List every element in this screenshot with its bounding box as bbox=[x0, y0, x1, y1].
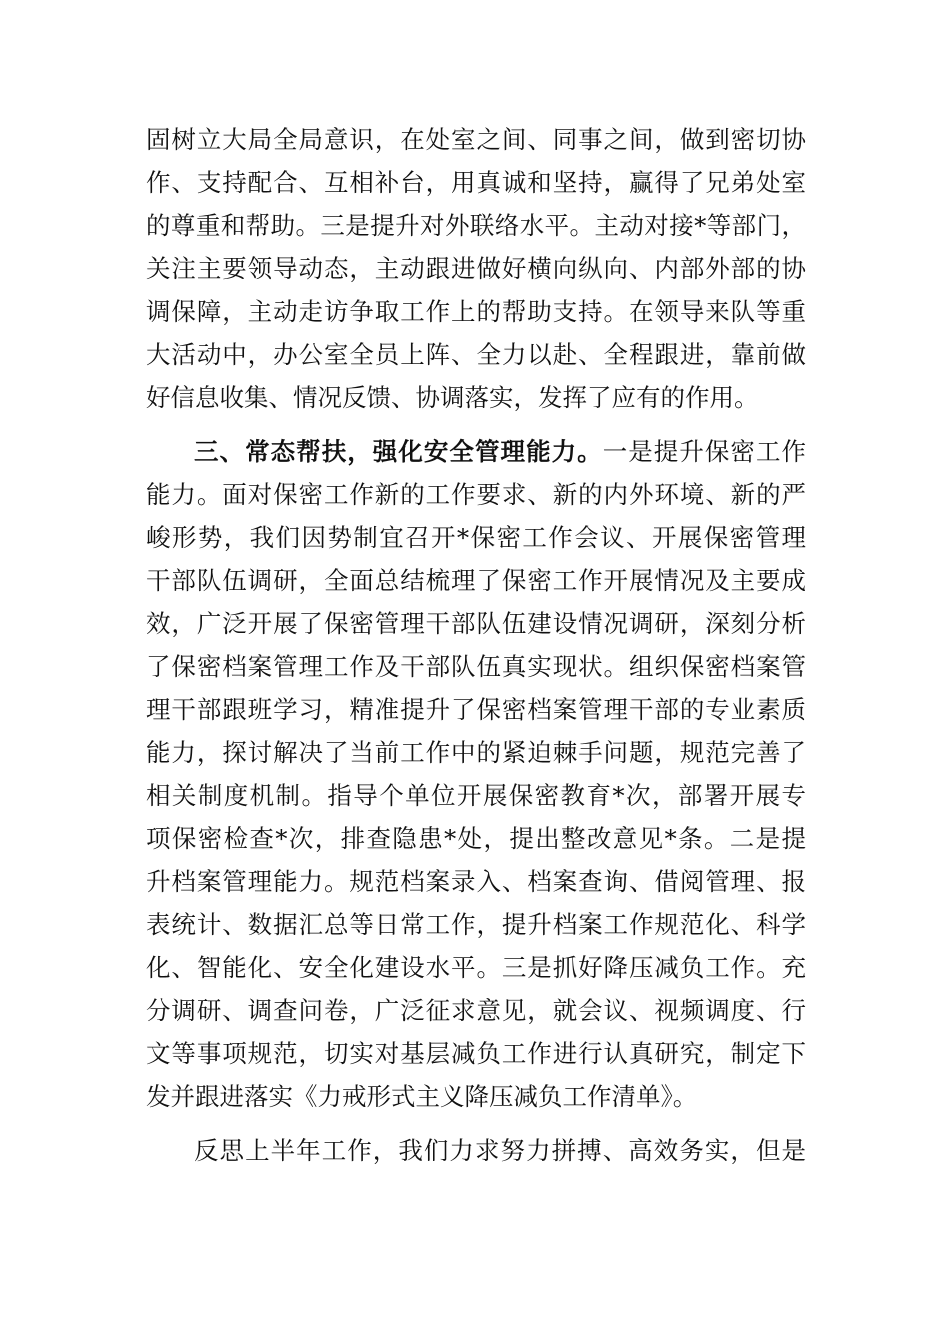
paragraph-line: 化、智能化、安全化建设水平。三是抓好降压减负工作。充 bbox=[146, 953, 806, 982]
closing-paragraph-line: 反思上半年工作，我们力求努力拼搏、高效务实，但是 bbox=[194, 1136, 806, 1165]
paragraph-line: 理干部跟班学习，精准提升了保密档案管理干部的专业素质 bbox=[146, 695, 806, 724]
paragraph-line: 升档案管理能力。规范档案录入、档案查询、借阅管理、报 bbox=[146, 867, 806, 896]
paragraph-line: 固树立大局全局意识，在处室之间、同事之间，做到密切协 bbox=[146, 125, 806, 154]
paragraph-line: 相关制度机制。指导个单位开展保密教育*次，部署开展专 bbox=[146, 781, 806, 810]
paragraph-line: 文等事项规范，切实对基层减负工作进行认真研究，制定下 bbox=[146, 1039, 806, 1068]
paragraph-line: 分调研、调查问卷，广泛征求意见，就会议、视频调度、行 bbox=[146, 996, 806, 1025]
paragraph-line: 关注主要领导动态，主动跟进做好横向纵向、内部外部的协 bbox=[146, 254, 806, 283]
section-three-first-line bbox=[194, 432, 806, 472]
paragraph-line: 发并跟进落实《力戒形式主义降压减负工作清单》。 bbox=[146, 1082, 698, 1111]
paragraph-line: 了保密档案管理工作及干部队伍真实现状。组织保密档案管 bbox=[146, 652, 806, 681]
paragraph-line: 好信息收集、情况反馈、协调落实，发挥了应有的作用。 bbox=[146, 383, 759, 412]
paragraph-line: 效，广泛开展了保密管理干部队伍建设情况调研，深刻分析 bbox=[146, 609, 806, 638]
paragraph-line: 项保密检查*次，排查隐患*处，提出整改意见*条。二是提 bbox=[146, 824, 806, 853]
paragraph-line: 干部队伍调研，全面总结梳理了保密工作开展情况及主要成 bbox=[146, 566, 806, 595]
paragraph-line: 峻形势，我们因势制宜召开*保密工作会议、开展保密管理 bbox=[146, 523, 806, 552]
paragraph-line: 能力。面对保密工作新的工作要求、新的内外环境、新的严 bbox=[146, 480, 806, 509]
paragraph-line: 的尊重和帮助。三是提升对外联络水平。主动对接*等部门， bbox=[146, 211, 806, 240]
paragraph-line: 大活动中，办公室全员上阵、全力以赴、全程跟进，靠前做 bbox=[146, 340, 806, 369]
paragraph-line: 能力，探讨解决了当前工作中的紧迫棘手问题，规范完善了 bbox=[146, 738, 806, 767]
section-three-heading: 三、常态帮扶，强化安全管理能力。 bbox=[194, 437, 603, 466]
paragraph-line: 作、支持配合、互相补台，用真诚和坚持，赢得了兄弟处室 bbox=[146, 168, 806, 197]
paragraph-line: 调保障，主动走访争取工作上的帮助支持。在领导来队等重 bbox=[146, 297, 806, 326]
section-three-first-line-text: 一是提升保密工作 bbox=[602, 437, 807, 466]
paragraph-line: 表统计、数据汇总等日常工作，提升档案工作规范化、科学 bbox=[146, 910, 806, 939]
